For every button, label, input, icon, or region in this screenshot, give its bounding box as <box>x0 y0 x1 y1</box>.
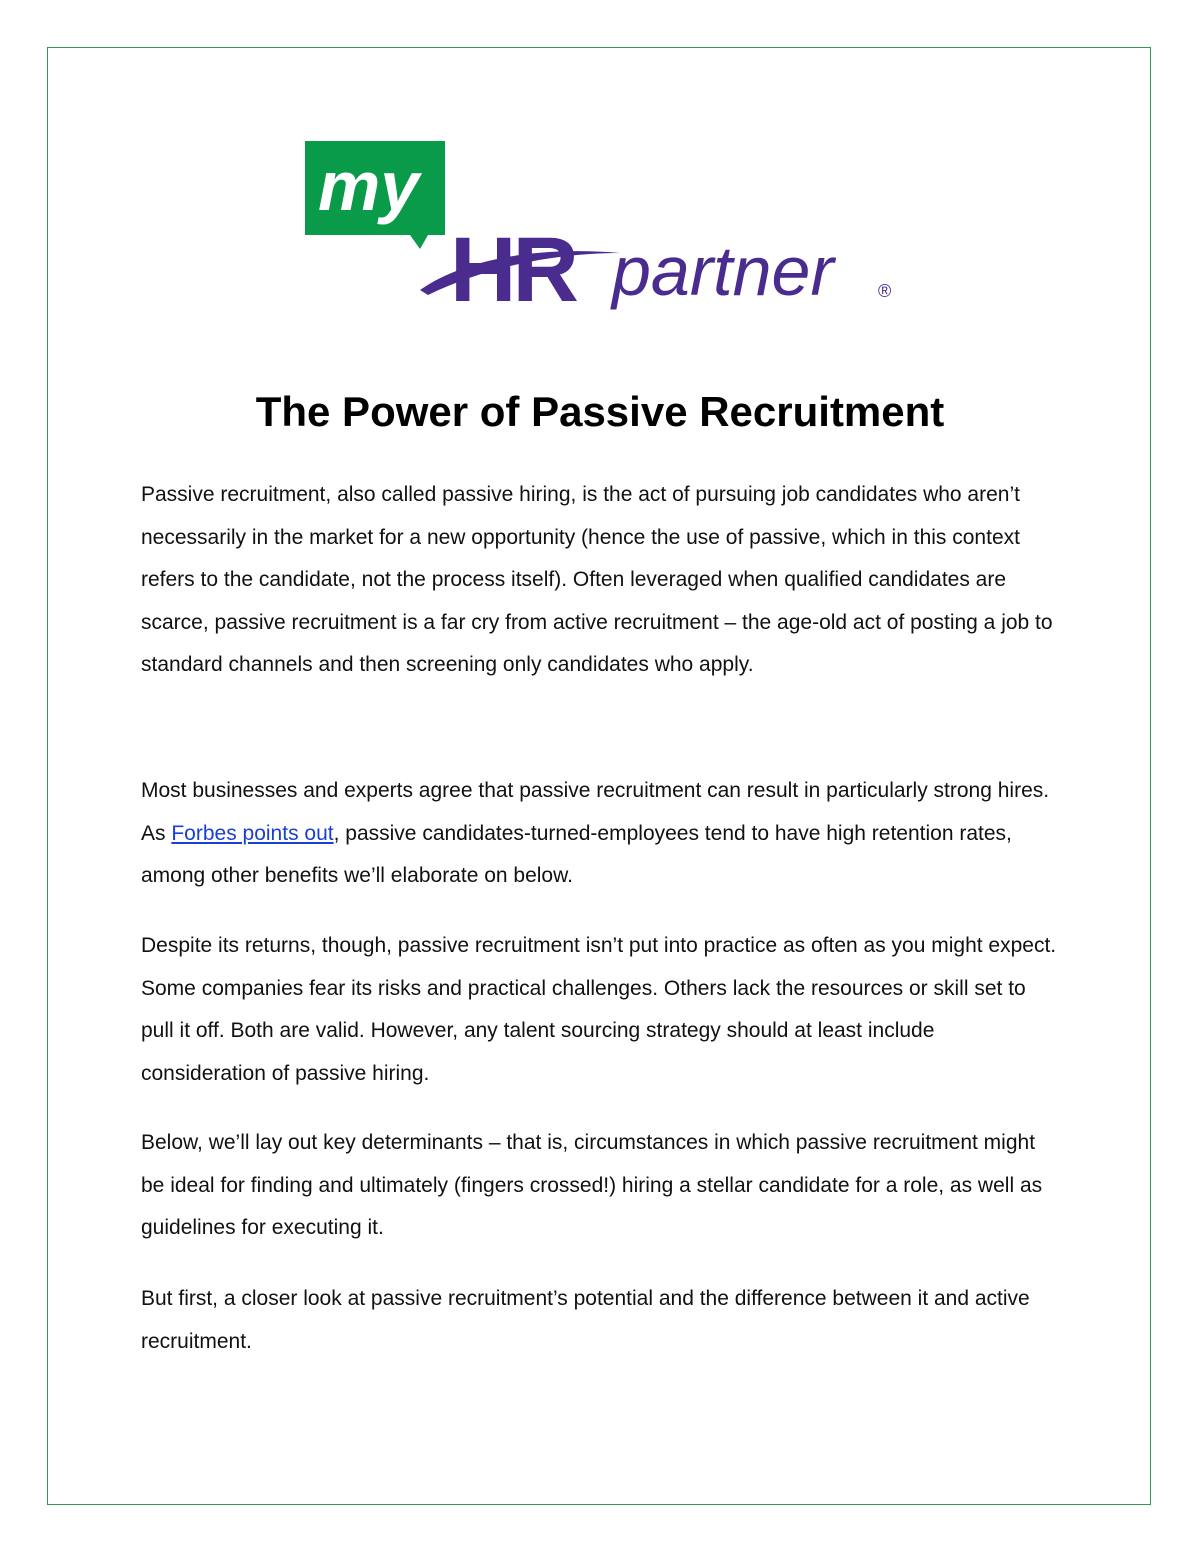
paragraph-closer-look: But first, a closer look at passive recruitment’s potential and the difference between it and active recruitment. <box>141 1287 1030 1353</box>
myhrpartner-logo <box>300 135 900 325</box>
logo-hr-text: HR <box>450 219 575 321</box>
paragraph-intro: Passive recruitment, also called passive hiring, is the act of pursuing job candidates who aren’t necessarily in the market for a new opportunity (hence the use of passive, which in this context refers to the candidate, not the process itself). Often leveraged when qualified candidates are scarce, passive recruitment is a far cry from active recruitment – the age-old act of posting a job to standard channels and then screening only candidates who apply. <box>141 483 1053 676</box>
forbes-link[interactable]: Forbes points out <box>171 821 334 845</box>
paragraph-forbes-after: , passive candidates-turned-employees tend to have high retention rates, among other benefits we’ll elaborate on below. <box>141 821 1012 887</box>
paragraph-forbes-before: Most businesses and experts agree that passive recruitment can result in particularly strong hires. As <box>141 779 1050 845</box>
paragraph-forbes <box>141 770 1061 898</box>
paragraph-determinants: Below, we’ll lay out key determinants – that is, circumstances in which passive recruitment might be ideal for finding and ultimately (fingers crossed!) hiring a stellar candidate for a role, as well as guidelines for executing it. <box>141 1131 1043 1239</box>
logo-partner-text: partner <box>612 232 834 310</box>
logo-my-text: my <box>318 147 420 225</box>
paragraph-returns: Despite its returns, though, passive recruitment isn’t put into practice as often as you might expect. Some companies fear its risks and practical challenges. Others lack the resources or skill set to pull it off. Both are valid. However, any talent sourcing strategy should at least include consideration of passive hiring. <box>141 934 1057 1085</box>
logo-registered-mark: ® <box>878 281 892 301</box>
page-title: The Power of Passive Recruitment <box>255 388 945 435</box>
